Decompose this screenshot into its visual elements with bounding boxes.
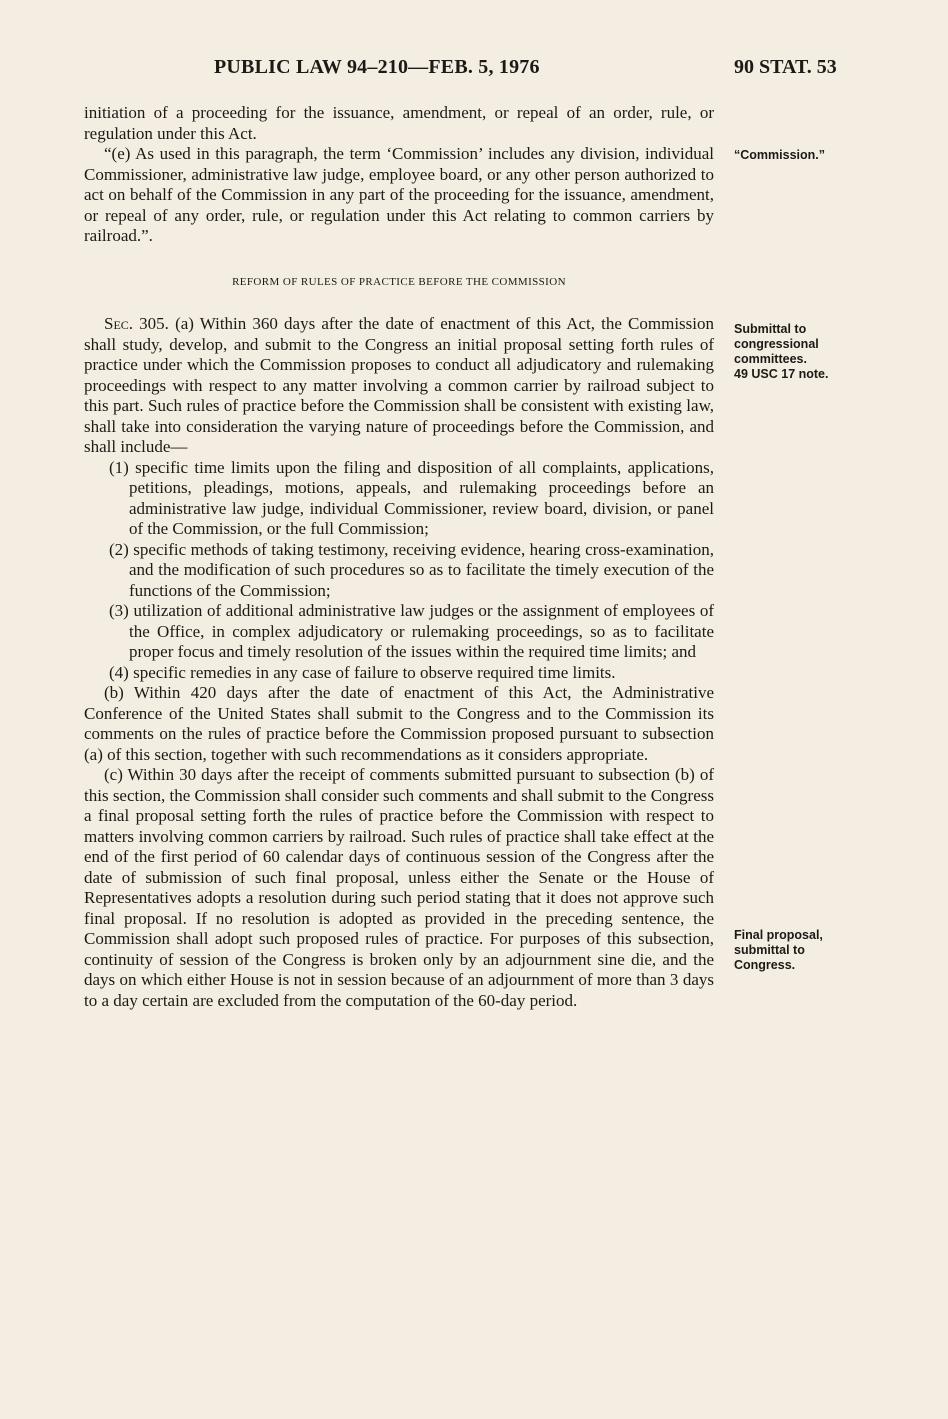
list-item: (2) specific methods of taking testimony, receiving evidence, hearing cross-examination, and the modification of such procedures so as to facilitate the timely execution of the functions of the Commission; xyxy=(109,539,714,600)
list-item: (1) specific time limits upon the filing and disposition of all complaints, applications, petitions, pleadings, motions, appeals, and rulemaking proceedings before an administrative law judge, individual Commissioner, review board, division, or panel of the Commission, or the full Commission; xyxy=(109,457,714,538)
section-text: (a) Within 360 days after the date of enactment of this Act, the Commission shall study, develop, and submit to the Congress an initial proposal setting forth rules of practice under which the Commission proposes to conduct all adjudicatory and rulemaking proceedings with respect to any matter involving a common carrier by railroad subject to this part. Such rules of practice before the Commission shall be consistent with existing law, shall take into consideration the varying nature of proceedings before the Commission, and shall include— xyxy=(84,314,714,456)
page-header-stat: 90 STAT. 53 xyxy=(734,56,837,78)
list-item: (4) specific remedies in any case of failure to observe required time limits. xyxy=(109,662,616,682)
statute-body xyxy=(84,103,714,1011)
paragraph-continuation: initiation of a proceeding for the issuance, amendment, or repeal of an order, rule, or regulation under this Act. xyxy=(84,103,714,143)
margin-note-line: “Commission.” xyxy=(734,148,825,162)
section-label: Sec. 305. xyxy=(104,314,169,333)
paragraph-sec-305-a xyxy=(84,314,714,458)
paragraph-definition-e: “(e) As used in this paragraph, the term ‘Commission’ includes any division, individual Commissioner, administrative law judge, employee board, or any other person authorized to act on behalf of the Commission in any part of the proceeding for the issuance, amendment, or repeal of any order, rule, or regulation under this Act relating to common carriers by railroad.”. xyxy=(84,144,714,245)
section-heading: REFORM OF RULES OF PRACTICE BEFORE THE COMMISSION xyxy=(232,275,566,288)
margin-note-final-proposal xyxy=(734,928,823,973)
page-header-title: PUBLIC LAW 94–210—FEB. 5, 1976 xyxy=(214,56,540,78)
margin-note-line: Congress. xyxy=(734,958,796,972)
margin-note-commission xyxy=(734,148,825,163)
margin-note-line: Submittal to xyxy=(734,322,807,336)
paragraph-subsection-b: (b) Within 420 days after the date of enactment of this Act, the Administrative Conference of the United States shall submit to the Congress and to the Commission its comments on the rules of practice before the Commission proposed pursuant to subsection (a) of this section, together with such recommendations as it considers appropriate. xyxy=(84,683,714,764)
margin-note-line: committees. xyxy=(734,352,807,366)
margin-note-submittal xyxy=(734,322,828,382)
list-item: (3) utilization of additional administrative law judges or the assignment of employees of the Office, in complex adjudicatory or rulemaking proceedings, so as to facilitate proper focus and timely resolution of the issues within the required time limits; and xyxy=(109,601,714,661)
margin-note-line: 49 USC 17 note. xyxy=(734,367,829,381)
margin-note-line: congressional xyxy=(734,337,819,351)
margin-note-line: Final proposal, xyxy=(734,928,823,942)
paragraph-subsection-c: (c) Within 30 days after the receipt of comments submitted pursuant to subsection (b) of this section, the Commission shall consider such comments and shall submit to the Congress a final proposal setting forth the rules of practice before the Commission with respect to matters involving common carriers by railroad. Such rules of practice shall take effect at the end of the first period of 60 calendar days of continuous session of the Congress after the date of submission of such final proposal, unless either the Senate or the House of Representatives adopts a resolution during such period stating that it does not approve such final proposal. If no resolution is adopted as provided in the preceding sentence, the Commission shall adopt such proposed rules of practice. For purposes of this subsection, continuity of session of the Congress is broken only by an adjournment sine die, and the days on which either House is not in session because of an adjournment of more than 3 days to a day certain are excluded from the computation of the 60-day period. xyxy=(84,765,714,1010)
margin-note-line: submittal to xyxy=(734,943,805,957)
